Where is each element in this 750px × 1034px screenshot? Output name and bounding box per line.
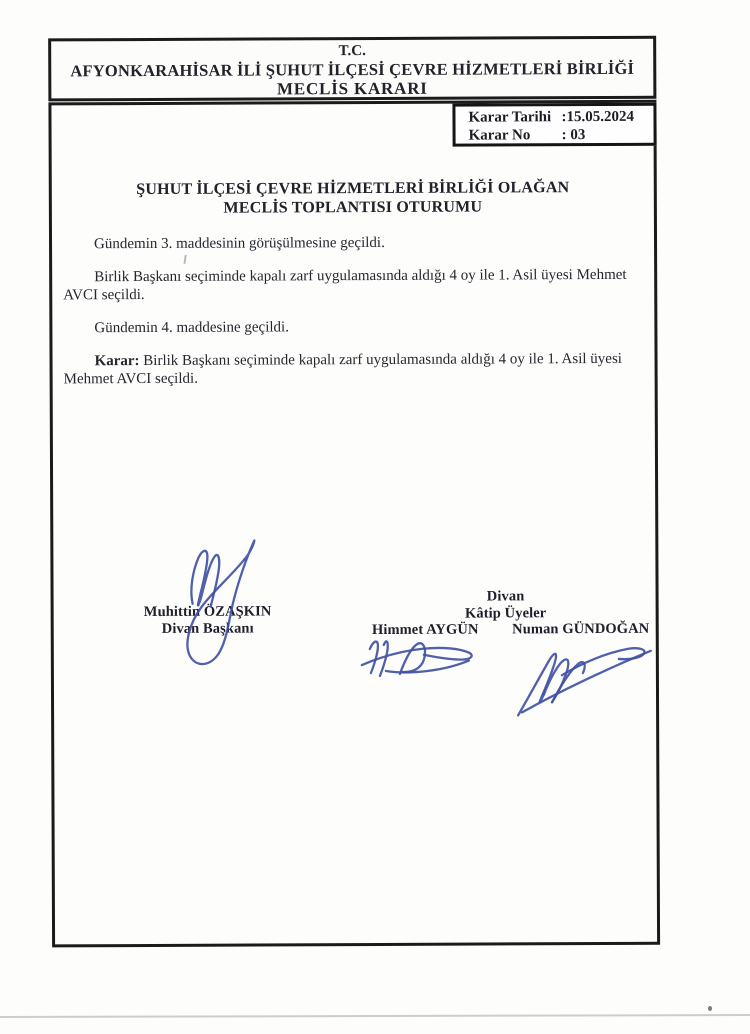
decision-number-row — [469, 126, 654, 145]
decision-number-value: : 03 — [561, 127, 586, 144]
signatory-chairman-block — [138, 603, 278, 638]
header-organization-name: AFYONKARAHİSAR İLİ ŞUHUT İLÇESİ ÇEVRE HİZMETLERİ BİRLİĞİ — [70, 58, 635, 81]
decision-date-value: :15.05.2024 — [561, 108, 635, 126]
decision-text: Birlik Başkanı seçiminde kapalı zarf uygulamasında aldığı 4 oy ile 1. Asil üyesi — [139, 350, 622, 370]
decision-meta-box — [452, 103, 656, 147]
decision-date-row — [468, 108, 653, 127]
paragraph-election-result: Birlik Başkanı seçiminde kapalı zarf uygulamasında aldığı 4 oy ile 1. Asil üyesi Mehmet AVCI seçildi. — [63, 266, 627, 304]
clerks-heading-line2: Kâtip Üyeler — [464, 605, 547, 622]
meeting-title-line2: MECLİS TOPLANTISI OTURUMU — [223, 198, 483, 217]
header-document-type: MECLİS KARARI — [276, 78, 428, 99]
signatory-clerk1-name: Himmet AYGÜN — [371, 621, 479, 639]
signatory-chairman-name: Muhittin ÖZAŞKIN — [143, 603, 272, 621]
meeting-title-line1: ŞUHUT İLÇESİ ÇEVRE HİZMETLERİ BİRLİĞİ OLAĞAN — [136, 179, 570, 199]
signatory-clerk2-name: Numan GÜNDOĞAN — [512, 620, 650, 638]
meeting-title — [49, 178, 657, 219]
signatory-clerks-heading — [426, 588, 586, 623]
decision-number-label: Karar No — [468, 127, 531, 144]
document-body-frame — [48, 100, 660, 948]
paragraph-agenda-item-3: Gündemin 3. maddesinin görüşülmesine geçildi. — [94, 234, 385, 253]
document-header-box — [48, 36, 656, 102]
header-republic-label: T.C. — [338, 43, 366, 60]
decision-label: Karar: — [94, 353, 140, 370]
paragraph-agenda-item-4: Gündemin 4. maddesine geçildi. — [94, 319, 289, 337]
decision-date-label: Karar Tarihi — [468, 109, 552, 126]
clerks-heading-line1: Divan — [486, 588, 525, 605]
paragraph-decision: Karar: Birlik Başkanı seçiminde kapalı zarf uygulamasında aldığı 4 oy ile 1. Asil üyesi Mehmet AVCI seçildi. — [63, 350, 622, 388]
signatory-chairman-title: Divan Başkanı — [161, 620, 254, 637]
scan-artifact-speck — [708, 1006, 712, 1011]
